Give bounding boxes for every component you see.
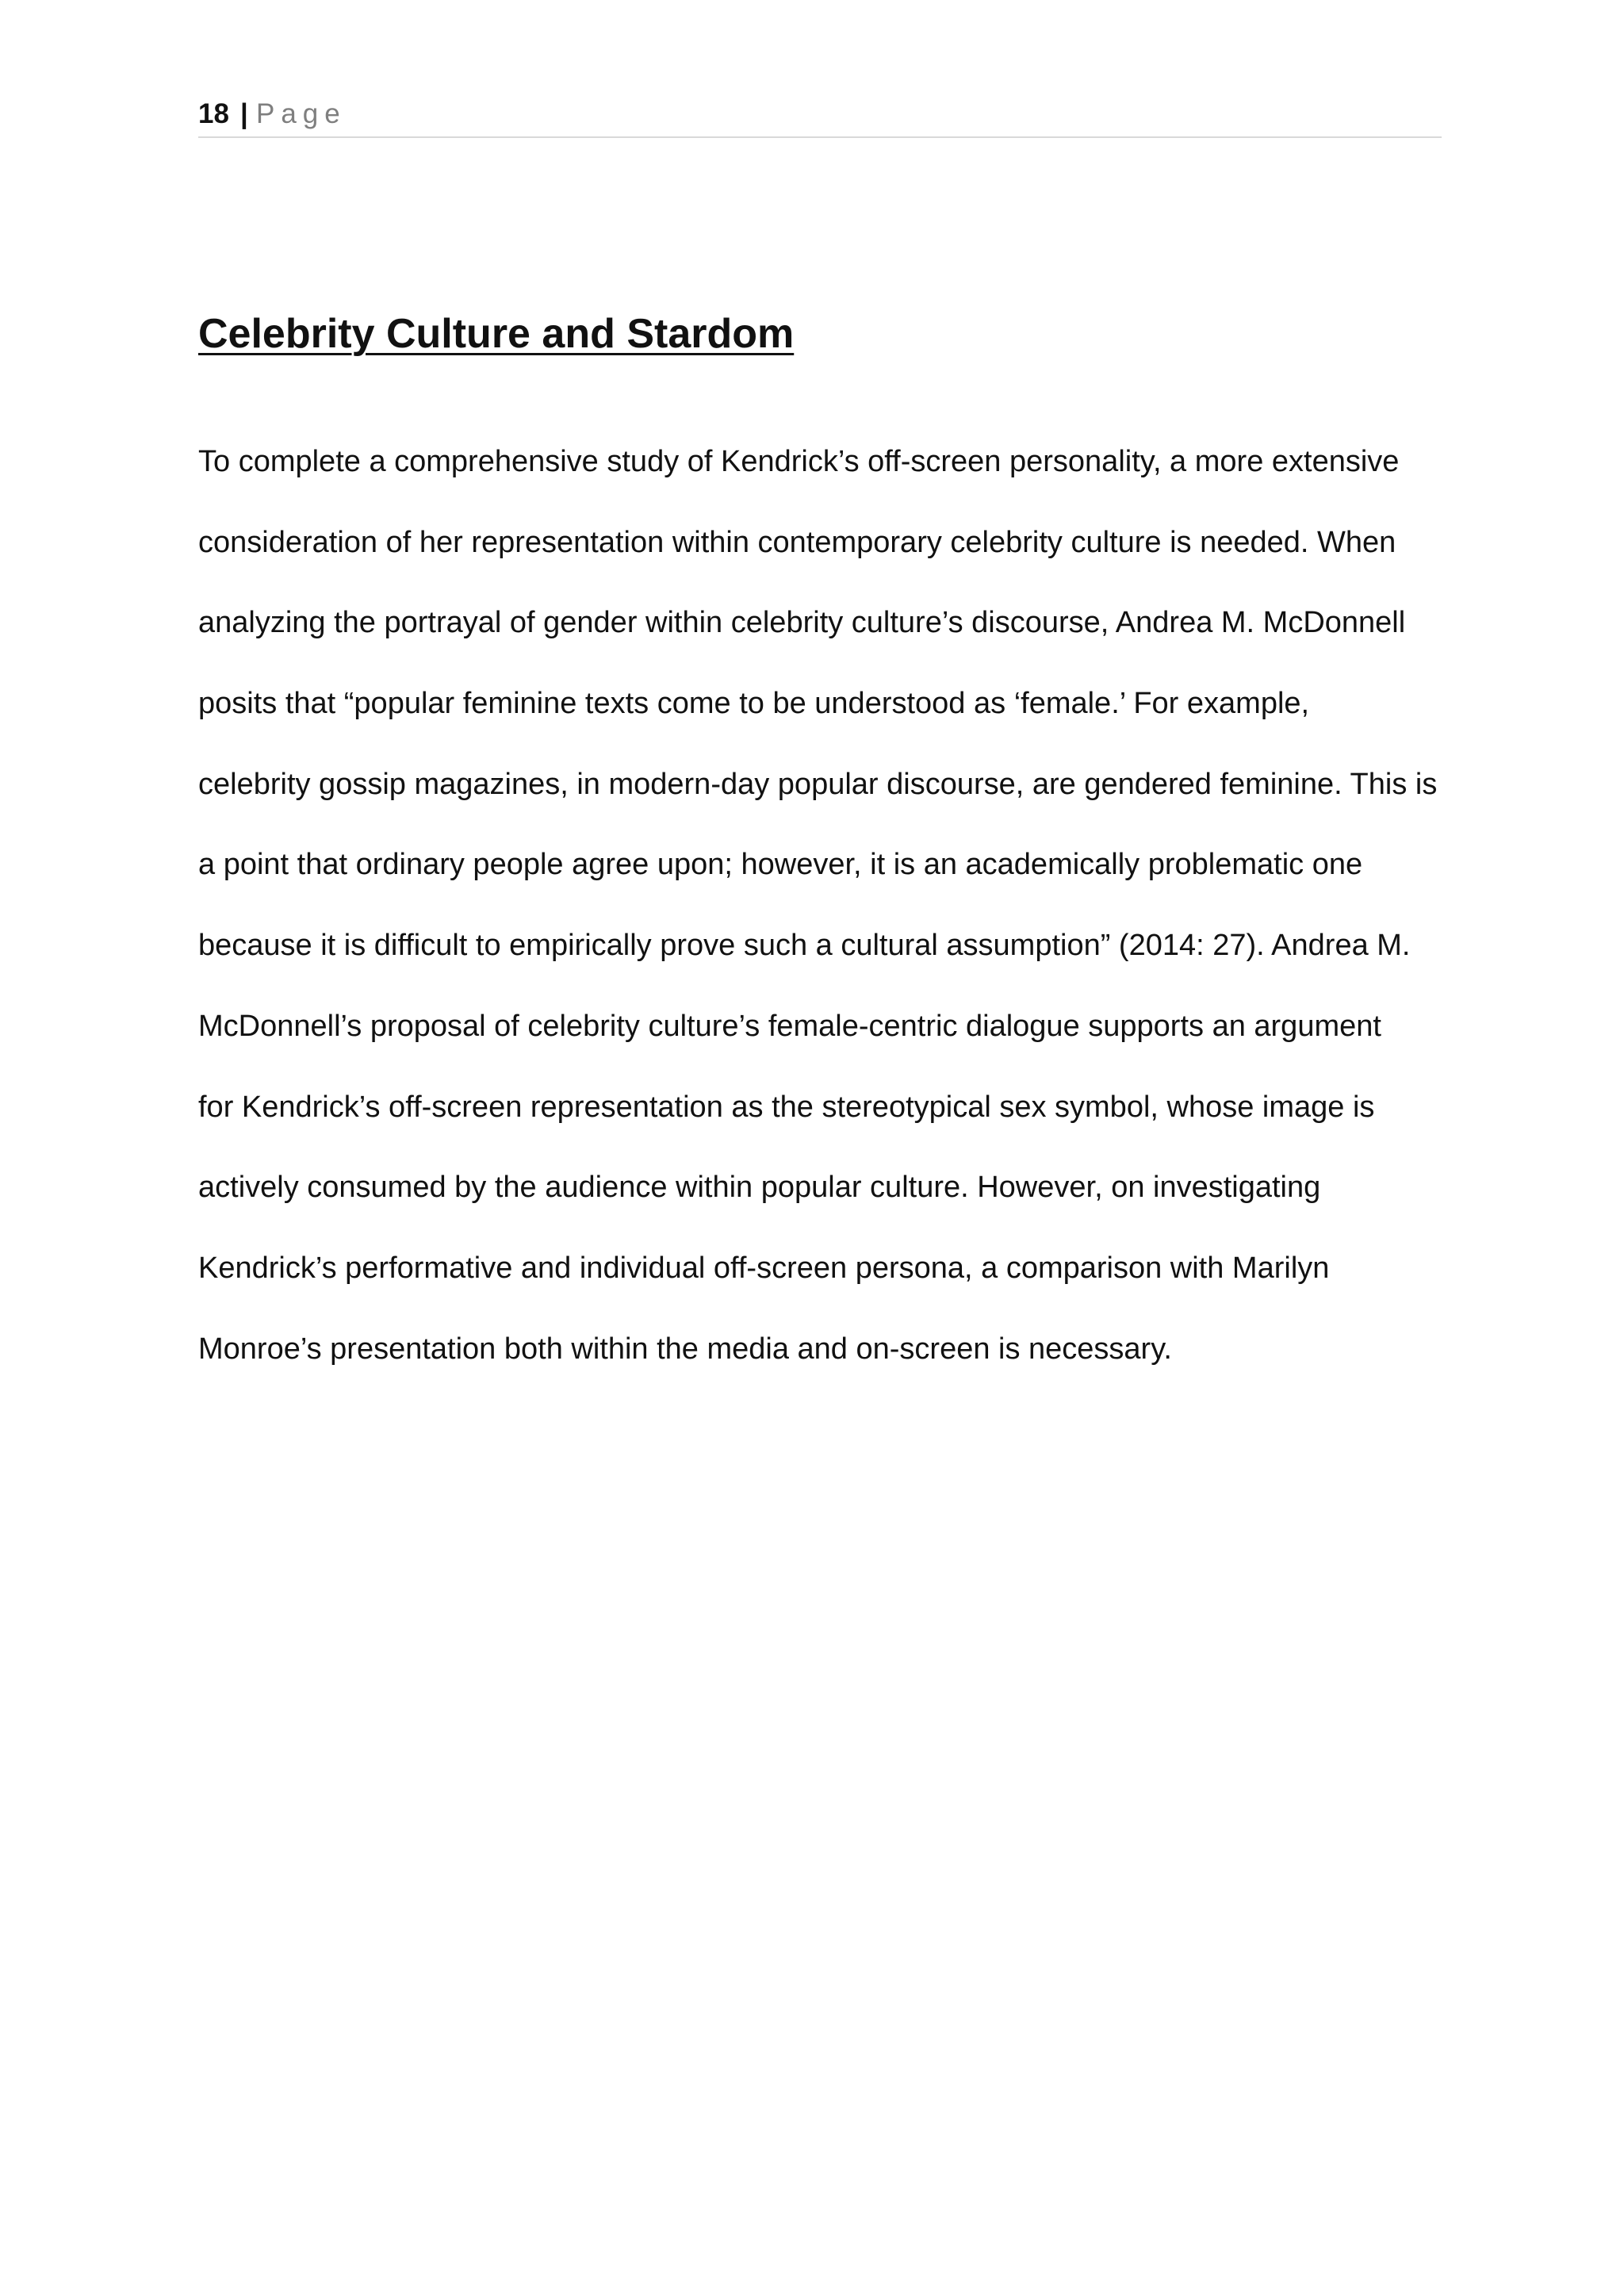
page-header	[198, 97, 1442, 138]
body-paragraph	[198, 438, 1451, 1405]
paragraph-line: Monroe’s presentation both within the media and on-screen is necessary.	[198, 1332, 1172, 1366]
paragraph-line: because it is difficult to empirically prove such a cultural assumption” (2014: 27). Andrea M.	[198, 929, 1411, 963]
paragraph-line: a point that ordinary people agree upon; however, it is an academically problematic one	[198, 848, 1363, 882]
paragraph-line: posits that “popular feminine texts come to be understood as ‘female.’ For example,	[198, 687, 1310, 721]
paragraph-line: for Kendrick’s off-screen representation as the stereotypical sex symbol, whose image is	[198, 1090, 1375, 1124]
page-number: 18	[198, 98, 229, 129]
section-heading: Celebrity Culture and Stardom	[198, 311, 795, 357]
page-label: Page	[256, 98, 347, 129]
paragraph-line: To complete a comprehensive study of Kendrick’s off-screen personality, a more extensive	[198, 445, 1400, 478]
paragraph-line: Kendrick’s performative and individual off-screen persona, a comparison with Marilyn	[198, 1251, 1330, 1285]
paragraph-line: McDonnell’s proposal of celebrity culture’s female-centric dialogue supports an argument	[198, 1009, 1381, 1043]
paragraph-line: actively consumed by the audience within popular culture. However, on investigating	[198, 1171, 1321, 1205]
paragraph-line: consideration of her representation within contemporary celebrity culture is needed. When	[198, 525, 1396, 559]
paragraph-line: celebrity gossip magazines, in modern-day popular discourse, are gendered feminine. This is	[198, 767, 1438, 801]
paragraph-line: analyzing the portrayal of gender within celebrity culture’s discourse, Andrea M. McDonnell	[198, 606, 1406, 640]
page-separator: |	[240, 98, 248, 129]
